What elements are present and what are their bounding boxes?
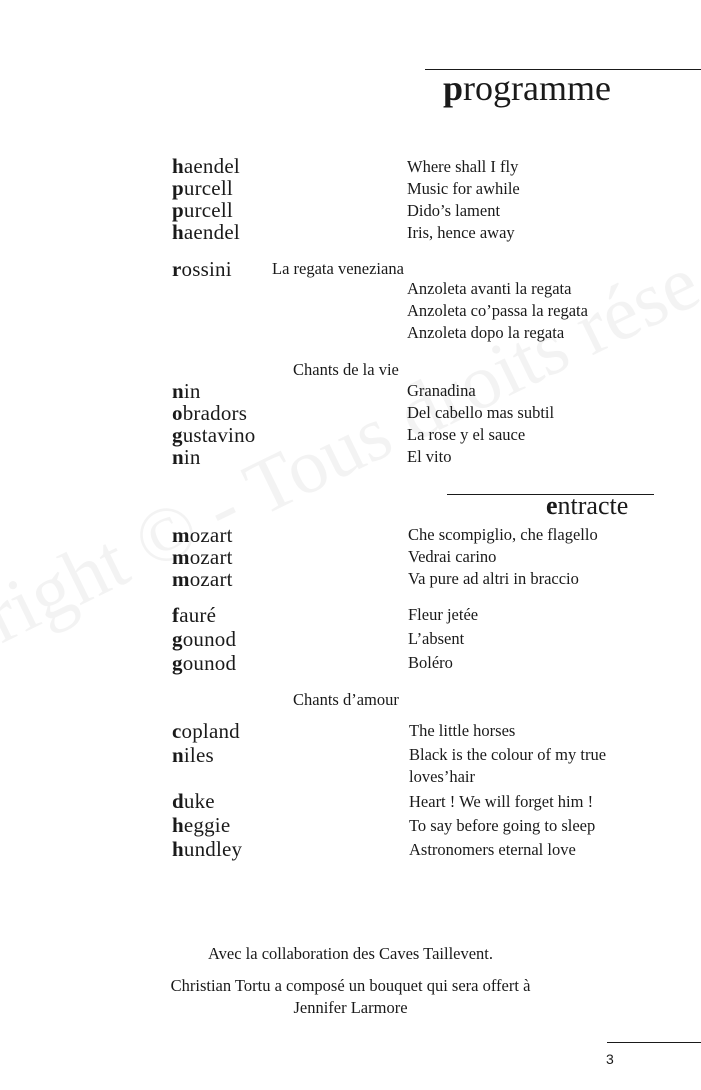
composer-name: haendel — [172, 220, 240, 244]
credit-name: Jennifer Larmore — [293, 998, 408, 1017]
copyright-watermark — [0, 237, 701, 661]
composer-name: niles — [172, 743, 214, 767]
composer-name: hundley — [172, 837, 243, 861]
entracte-heading: entracte — [546, 491, 629, 520]
work-title: Music for awhile — [407, 179, 520, 198]
composer-name: duke — [172, 789, 215, 813]
work-title: Fleur jetée — [408, 605, 479, 624]
composer-list-mozart — [172, 524, 233, 590]
work-title: Anzoleta avanti la regata — [407, 279, 572, 298]
title-initial: p — [443, 68, 464, 108]
work-title: El vito — [407, 447, 452, 466]
composer-name: nin — [172, 445, 201, 469]
work-title: Black is the colour of my true — [409, 745, 607, 764]
work-list-chants-amour — [409, 720, 606, 861]
work-title: To say before going to sleep — [409, 816, 596, 835]
work-title: Dido’s lament — [407, 201, 501, 220]
work-title: La rose y el sauce — [407, 425, 526, 444]
work-title: Granadina — [407, 381, 476, 400]
credit-bouquet: Christian Tortu a composé un bouquet qui sera offert à — [170, 976, 531, 995]
work-title: Anzoleta dopo la regata — [407, 323, 565, 342]
composer-name: gounod — [172, 627, 237, 651]
work-list-chants-vie — [407, 380, 554, 468]
composer-name: mozart — [172, 545, 233, 569]
work-title: Vedrai carino — [408, 547, 497, 566]
composer-name: purcell — [172, 176, 233, 200]
page-title — [443, 70, 611, 106]
work-title: Va pure ad altri in braccio — [408, 569, 579, 588]
cycle-title: La regata veneziana — [272, 259, 404, 278]
composer-name: purcell — [172, 198, 233, 222]
composer-name: obradors — [172, 401, 248, 425]
work-title: Anzoleta co’passa la regata — [407, 301, 588, 320]
composer-name: rossini — [172, 257, 232, 281]
composer-name: mozart — [172, 567, 233, 591]
section-heading-chants-amour: Chants d’amour — [293, 690, 399, 709]
composer-list-chants-amour — [172, 719, 240, 767]
section-heading-chants-vie: Chants de la vie — [293, 360, 399, 379]
work-title: Heart ! We will forget him ! — [409, 792, 594, 811]
composer-name: mozart — [172, 523, 233, 547]
work-title: Astronomers eternal love — [409, 840, 576, 859]
work-title: Iris, hence away — [407, 223, 515, 242]
composer-name: gounod — [172, 651, 237, 675]
work-title: Boléro — [408, 653, 453, 672]
composer-list-french — [172, 603, 236, 675]
credit-caves: Avec la collaboration des Caves Taillevent. — [207, 944, 494, 963]
composer-list-baroque — [172, 155, 240, 243]
page-number-rule — [607, 1042, 701, 1043]
page-number: 3 — [606, 1051, 614, 1067]
composer-name: gustavino — [172, 423, 256, 447]
work-title: Del cabello mas subtil — [407, 403, 555, 422]
composer-name: fauré — [172, 603, 217, 627]
work-title: loves’hair — [409, 767, 475, 786]
work-list-mozart — [408, 524, 598, 590]
work-title: L’absent — [408, 629, 465, 648]
work-title: Che scompiglio, che flagello — [408, 525, 598, 544]
composer-name: copland — [172, 719, 240, 743]
title-rest: rogramme — [463, 68, 611, 108]
composer-name: haendel — [172, 154, 240, 178]
work-list-baroque — [407, 156, 520, 244]
work-list-french — [408, 603, 478, 675]
composer-name: nin — [172, 379, 201, 403]
composer-list-chants-vie — [172, 380, 255, 468]
composer-list-chants-amour-2 — [172, 789, 242, 861]
work-title: The little horses — [409, 721, 516, 740]
work-title: Where shall I fly — [407, 157, 519, 176]
composer-name: heggie — [172, 813, 231, 837]
work-list-rossini — [407, 278, 588, 344]
